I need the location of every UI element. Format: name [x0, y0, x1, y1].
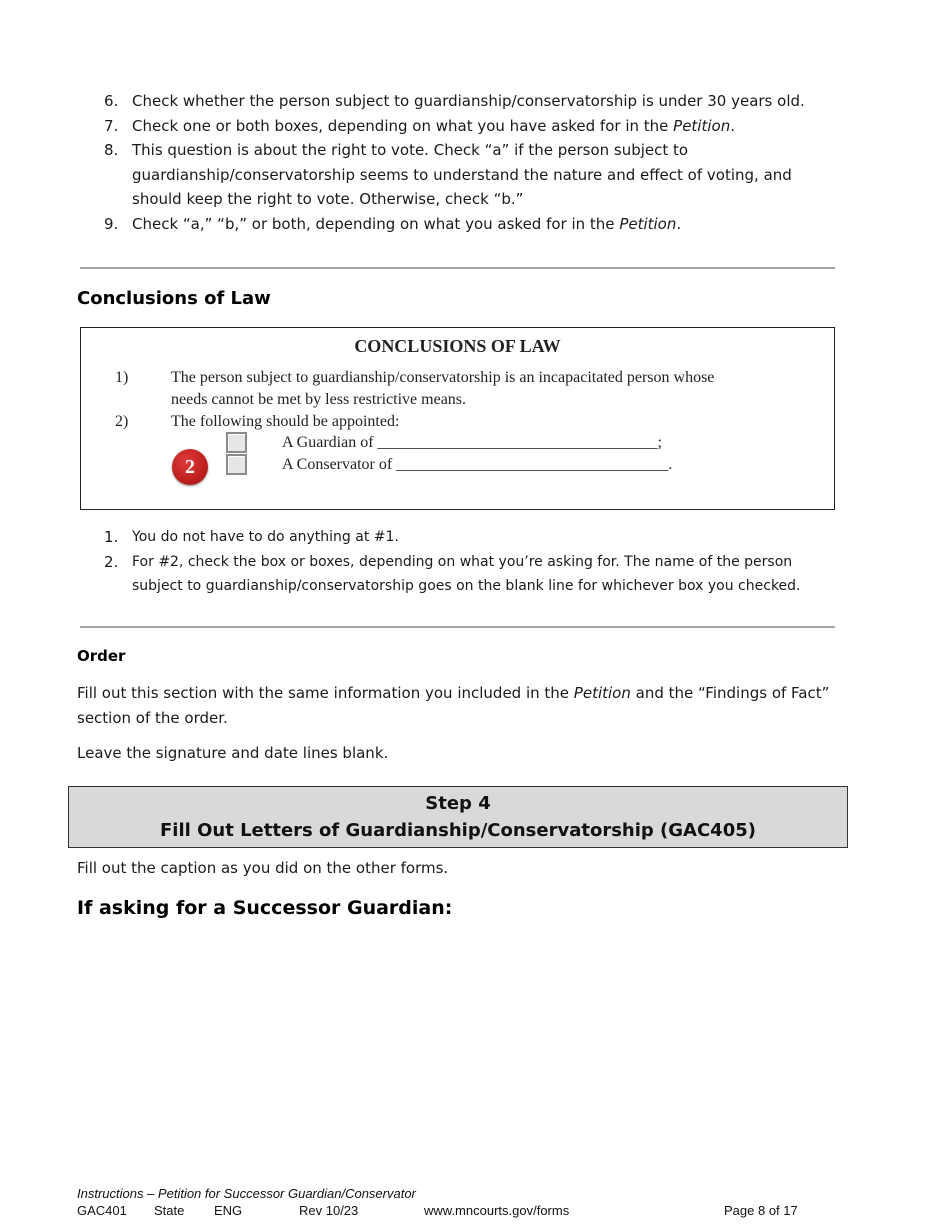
footer-state: State: [154, 1203, 185, 1218]
petition-italic: Petition: [673, 116, 731, 135]
form-item-line: The person subject to guardianship/conservatorship is an incapacitated person whose: [171, 369, 715, 386]
form-item-line: needs cannot be met by less restrictive means.: [171, 391, 467, 408]
list-item: [76, 212, 876, 237]
list-text-line: This question is about the right to vote. Check “a” if the person subject to: [132, 141, 689, 159]
conclusions-list: [76, 525, 876, 599]
list-number: 1.: [104, 528, 119, 546]
conclusions-form-excerpt: [80, 327, 835, 510]
step-number: Step 4: [425, 793, 491, 814]
list-item: [76, 89, 876, 114]
order-text: Fill out this section with the same information you included in the: [77, 684, 574, 702]
footer-title: Instructions – Petition for Successor Guardian/Conservator: [77, 1186, 416, 1201]
list-text: Check whether the person subject to guardianship/conservatorship is under 30 years old.: [132, 92, 805, 110]
conservator-label: A Conservator of __________________________________.: [282, 456, 673, 473]
list-text-line: subject to guardianship/conservatorship goes on the blank line for whichever box you checked.: [132, 578, 801, 594]
list-item: [76, 525, 876, 550]
order-heading: Order: [77, 647, 126, 665]
step-number-badge: 2: [172, 449, 208, 485]
list-text-line: guardianship/conservatorship seems to understand the nature and effect of voting, and: [132, 165, 792, 184]
successor-heading: If asking for a Successor Guardian:: [77, 897, 453, 919]
list-text: Check “a,” “b,” or both, depending on what you asked for in the: [132, 214, 620, 233]
form-item-number: 1): [115, 369, 129, 386]
list-number: 6.: [104, 92, 119, 110]
form-item-text: [171, 367, 821, 411]
guardian-label: A Guardian of ___________________________________;: [282, 434, 662, 451]
list-item: [76, 550, 876, 599]
step-title: Fill Out Letters of Guardianship/Conservatorship (GAC405): [160, 820, 756, 841]
list-item: [76, 114, 876, 139]
list-number: 2.: [104, 552, 119, 571]
form-item-text: The following should be appointed:: [171, 413, 400, 430]
order-signature-note: Leave the signature and date lines blank.: [77, 744, 389, 762]
order-paragraph: [77, 681, 877, 731]
list-text-end: .: [730, 116, 735, 135]
footer-page-number: Page 8 of 17: [724, 1203, 798, 1218]
list-number: 9.: [104, 214, 119, 233]
form-item-number: 2): [115, 413, 129, 430]
list-text: You do not have to do anything at #1.: [132, 529, 399, 545]
list-text-end: .: [676, 214, 682, 233]
petition-italic: Petition: [573, 684, 631, 702]
section-divider: [80, 626, 835, 628]
footer-language: ENG: [214, 1203, 243, 1218]
conclusions-heading: Conclusions of Law: [77, 288, 271, 309]
footer-form-number: GAC401: [77, 1203, 127, 1218]
list-text-line: should keep the right to vote. Otherwise, check “b.”: [132, 190, 524, 208]
footer-revision: Rev 10/23: [299, 1203, 359, 1218]
form-title: CONCLUSIONS OF LAW: [354, 336, 561, 356]
list-text-line: For #2, check the box or boxes, depending on what you’re asking for. The name of the person: [132, 553, 793, 570]
caption-instruction: Fill out the caption as you did on the other forms.: [77, 859, 449, 877]
instructions-list-top: [76, 89, 876, 236]
guardian-checkbox[interactable]: [226, 432, 247, 453]
footer-url[interactable]: www.mncourts.gov/forms: [424, 1203, 570, 1218]
petition-italic: Petition: [619, 214, 677, 233]
order-paragraph-line: [77, 681, 877, 706]
order-paragraph-line: section of the order.: [77, 709, 228, 727]
list-number: 8.: [104, 141, 119, 159]
list-item: [76, 138, 876, 212]
list-number: 7.: [104, 116, 119, 135]
order-text: and the “Findings of Fact”: [630, 684, 830, 702]
section-divider: [80, 267, 835, 269]
step-banner: [68, 786, 848, 848]
conservator-checkbox[interactable]: [226, 454, 247, 475]
list-text: Check one or both boxes, depending on what you have asked for in the: [132, 116, 674, 135]
